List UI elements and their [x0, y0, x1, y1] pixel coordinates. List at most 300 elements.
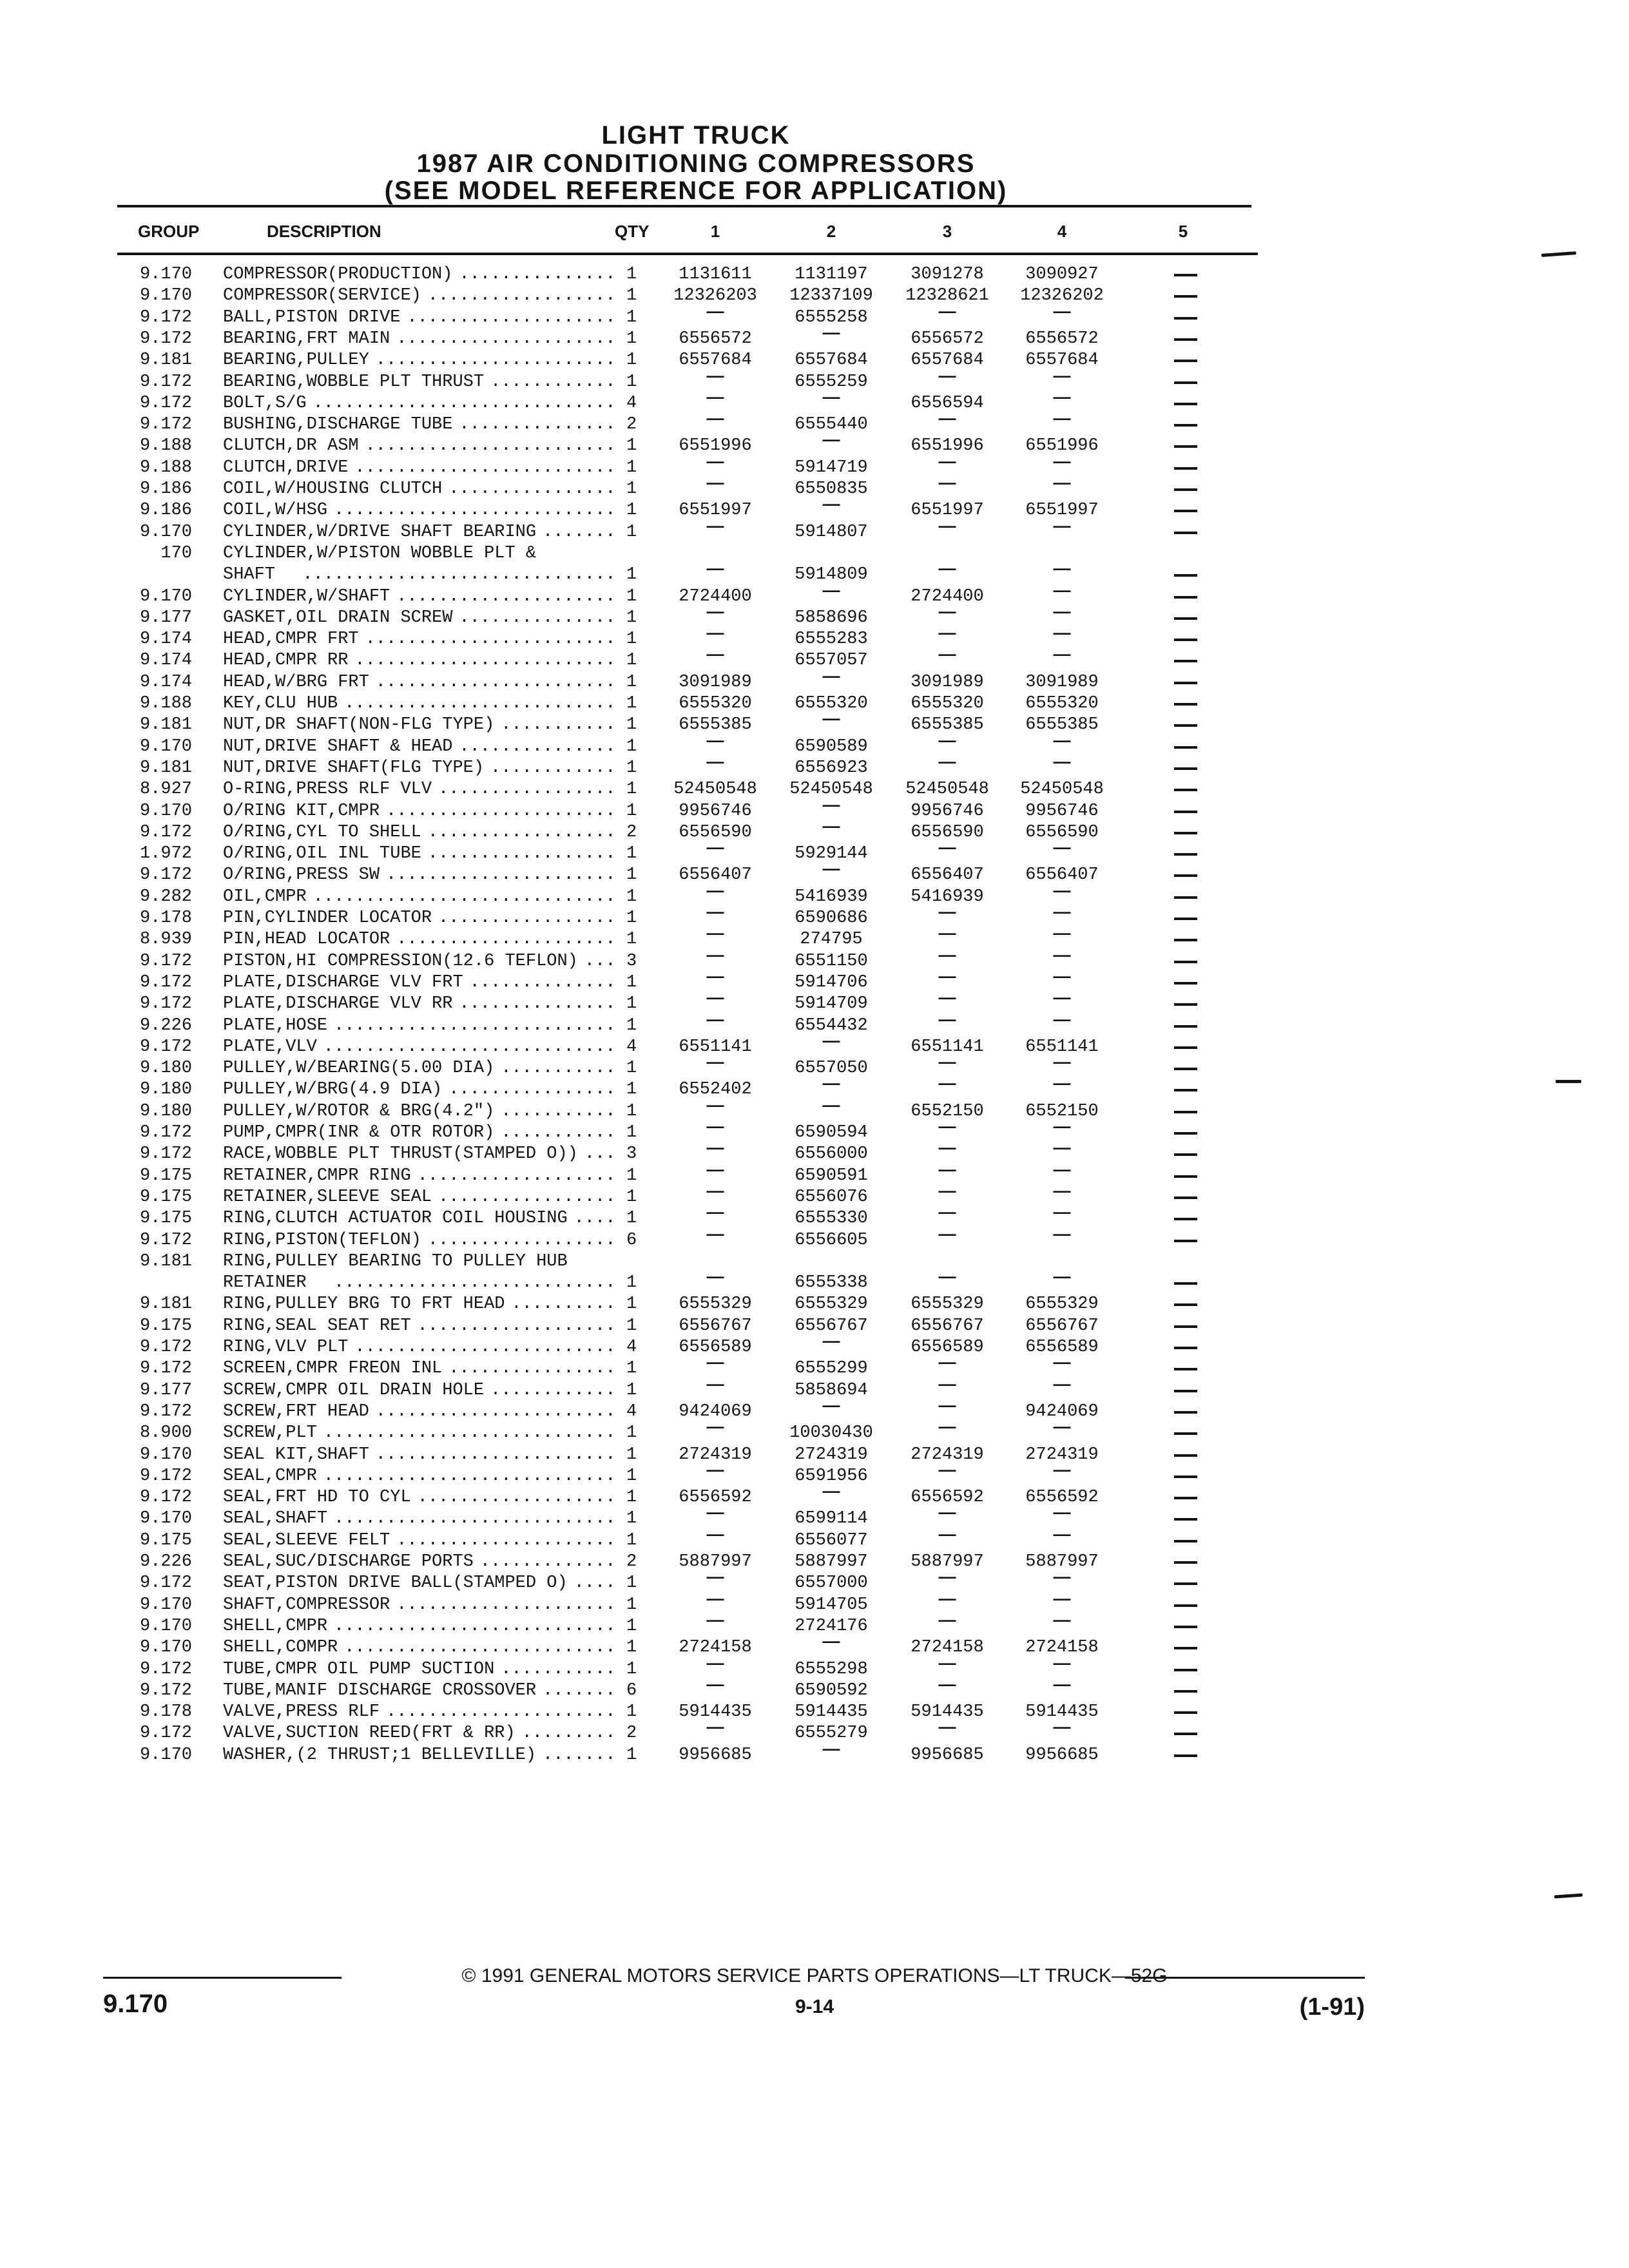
- col5-dash: [1174, 1025, 1197, 1028]
- part-number-col-1: 6551141: [679, 1037, 752, 1057]
- part-number-col-3: —: [938, 1610, 956, 1629]
- row-qty: 1: [626, 801, 637, 821]
- part-number-col-1: 6551997: [679, 501, 752, 521]
- row-qty: 4: [626, 1037, 637, 1057]
- leader-dots: ..........: [511, 1294, 616, 1314]
- part-number-col-4: 6557684: [1025, 351, 1099, 370]
- part-number-col-3: —: [938, 1717, 956, 1737]
- part-number-col-4: 6556589: [1025, 1338, 1099, 1357]
- part-number-col-3: —: [938, 559, 956, 579]
- part-number-col-2: —: [822, 666, 840, 686]
- part-number-col-2: 6550835: [795, 479, 868, 499]
- col5-dash: [1174, 1582, 1197, 1585]
- title-line-1: LIGHT TRUCK: [601, 121, 791, 149]
- col5-dash: [1174, 1626, 1197, 1628]
- leader-dots: .............: [479, 1552, 616, 1571]
- row-description: SHELL,COMPR: [223, 1638, 338, 1658]
- part-number-col-1: —: [706, 1674, 724, 1694]
- leader-dots: .......................: [375, 1401, 616, 1421]
- part-number-col-3: —: [938, 1588, 956, 1608]
- col5-dash: [1174, 274, 1197, 276]
- part-number-col-1: —: [706, 601, 724, 621]
- part-number-col-4: —: [1053, 580, 1071, 600]
- part-number-col-3: 52450548: [905, 780, 989, 800]
- row-group: 9.180: [139, 1080, 192, 1100]
- col5-dash: [1174, 1111, 1197, 1113]
- table-row: [0, 902, 1629, 929]
- part-number-col-2: —: [822, 1331, 840, 1350]
- part-number-col-2: 6590591: [795, 1166, 868, 1186]
- part-number-col-1: —: [706, 1503, 724, 1523]
- part-number-col-2: 6555283: [795, 629, 868, 649]
- leader-dots: ...: [584, 1144, 616, 1164]
- part-number-col-2: 6555259: [795, 372, 868, 392]
- row-description: VALVE,PRESS RLF: [223, 1702, 380, 1722]
- col5-dash: [1174, 1711, 1197, 1714]
- leader-dots: .....................: [396, 329, 616, 349]
- col5-dash: [1174, 639, 1197, 641]
- table-row: [0, 1524, 1629, 1552]
- row-description: SEAL,SHAFT: [223, 1509, 328, 1529]
- col5-dash: [1174, 961, 1197, 963]
- part-number-col-1: 3091989: [679, 672, 752, 692]
- table-row: [0, 794, 1629, 822]
- part-number-col-1: —: [706, 515, 724, 535]
- part-number-col-3: —: [938, 1052, 956, 1072]
- row-group: 8.900: [139, 1423, 192, 1443]
- col5-dash: [1174, 403, 1197, 405]
- part-number-col-1: —: [706, 1417, 724, 1437]
- row-qty: 1: [626, 351, 637, 370]
- part-number-col-1: —: [706, 1138, 724, 1158]
- part-number-col-3: 6556594: [911, 393, 984, 413]
- col5-dash: [1174, 939, 1197, 941]
- leader-dots: ..........................: [344, 1638, 616, 1658]
- table-row: [0, 1503, 1629, 1530]
- table-row: [0, 1138, 1629, 1165]
- part-number-col-1: —: [706, 838, 724, 858]
- row-description: VALVE,SUCTION REED(FRT & RR): [223, 1724, 516, 1744]
- row-qty: 1: [626, 715, 637, 735]
- part-number-col-4: 6552150: [1025, 1101, 1099, 1121]
- col5-dash: [1174, 1368, 1197, 1370]
- part-number-col-3: 12328621: [905, 286, 989, 306]
- row-qty: 1: [626, 1509, 637, 1529]
- row-group: 9.170: [139, 1638, 192, 1658]
- row-qty: 1: [626, 651, 637, 671]
- part-number-col-3: 6556592: [911, 1488, 984, 1508]
- row-group: 9.170: [139, 265, 192, 284]
- row-qty: 1: [626, 522, 637, 542]
- part-number-col-2: —: [822, 1395, 840, 1415]
- part-number-col-1: —: [706, 1374, 724, 1394]
- table-row: [0, 1459, 1629, 1487]
- part-number-col-3: —: [938, 473, 956, 492]
- col-3: 3: [942, 222, 952, 241]
- col5-dash: [1174, 789, 1197, 791]
- row-group: 9.170: [139, 801, 192, 821]
- col5-dash: [1174, 1218, 1197, 1220]
- row-group: 9.177: [139, 608, 192, 628]
- table-row: [0, 1117, 1629, 1144]
- leader-dots: .................: [438, 1187, 616, 1207]
- row-group: 9.170: [139, 1745, 192, 1765]
- part-number-col-2: —: [822, 859, 840, 879]
- part-number-col-1: 2724319: [679, 1445, 752, 1465]
- part-number-col-1: 52450548: [673, 780, 757, 800]
- table-row: [0, 838, 1629, 865]
- part-number-col-3: —: [938, 301, 956, 321]
- row-qty: 2: [626, 822, 637, 842]
- part-number-col-4: —: [1053, 1202, 1071, 1222]
- row-group: 9.174: [139, 672, 192, 692]
- part-number-col-1: —: [706, 1567, 724, 1587]
- part-number-col-4: 6556592: [1025, 1488, 1099, 1508]
- part-number-col-4: —: [1053, 966, 1071, 986]
- table-row: [0, 1481, 1629, 1508]
- part-number-col-1: —: [706, 1202, 724, 1222]
- col5-dash: [1174, 1325, 1197, 1328]
- part-number-col-4: —: [1053, 1610, 1071, 1629]
- col5-dash: [1174, 767, 1197, 770]
- part-number-col-1: —: [706, 1224, 724, 1244]
- row-qty: 1: [626, 1294, 637, 1314]
- row-description: CLUTCH,DRIVE: [223, 457, 349, 477]
- leader-dots: ..................: [427, 822, 616, 842]
- title-line-3: (SEE MODEL REFERENCE FOR APPLICATION): [384, 177, 1008, 205]
- leader-dots: .........................: [354, 651, 616, 671]
- row-qty: 3: [626, 1144, 637, 1164]
- part-number-col-2: 6556767: [795, 1316, 868, 1336]
- part-number-col-2: —: [822, 494, 840, 514]
- row-qty: 1: [626, 1702, 637, 1722]
- row-group: 9.186: [139, 479, 192, 499]
- row-description: GASKET,OIL DRAIN SCREW: [223, 608, 453, 628]
- part-number-col-3: —: [938, 1352, 956, 1372]
- part-number-col-3: —: [938, 1417, 956, 1437]
- row-qty: 1: [626, 930, 637, 950]
- part-number-col-1: —: [706, 473, 724, 492]
- part-number-col-4: —: [1053, 1503, 1071, 1523]
- leader-dots: ...........: [501, 1659, 616, 1679]
- part-number-col-1: —: [706, 902, 724, 921]
- row-qty: 1: [626, 1059, 637, 1079]
- col5-dash: [1174, 1454, 1197, 1457]
- row-description: TUBE,CMPR OIL PUMP SUCTION: [223, 1659, 495, 1679]
- row-group: 9.172: [139, 1401, 192, 1421]
- row-description: RING,PULLEY BRG TO FRT HEAD: [223, 1294, 505, 1314]
- margin-mark: [1541, 251, 1576, 257]
- row-qty: 1: [626, 1466, 637, 1486]
- part-number-col-2: —: [822, 1481, 840, 1501]
- col5-dash: [1174, 896, 1197, 899]
- part-number-col-1: 2724400: [679, 586, 752, 606]
- footer-copyright: © 1991 GENERAL MOTORS SERVICE PARTS OPERATIONS—LT TRUCK—52G: [461, 1965, 1168, 1986]
- leader-dots: ...............: [459, 994, 616, 1014]
- table-row: [0, 693, 1629, 715]
- row-qty: 1: [626, 265, 637, 284]
- row-group: 9.181: [139, 715, 192, 735]
- row-group: 9.172: [139, 972, 192, 992]
- leader-dots: ...............: [459, 608, 616, 628]
- table-row: [0, 1202, 1629, 1229]
- leader-dots: .....................: [396, 930, 616, 950]
- row-description: CYLINDER,W/SHAFT: [223, 586, 390, 606]
- part-number-col-4: 2724158: [1025, 1638, 1099, 1658]
- col5-dash: [1174, 1003, 1197, 1006]
- leader-dots: ...........: [501, 715, 616, 735]
- part-number-col-2: 6555279: [795, 1724, 868, 1744]
- part-number-col-2: 6556076: [795, 1187, 868, 1207]
- part-number-col-4: 6556407: [1025, 865, 1099, 885]
- part-number-col-3: 6556407: [911, 865, 984, 885]
- part-number-col-4: 6551996: [1025, 436, 1099, 456]
- part-number-col-3: 6557684: [911, 351, 984, 370]
- part-number-col-2: 2724176: [795, 1616, 868, 1636]
- part-number-col-4: —: [1053, 644, 1071, 664]
- part-number-col-2: 6555330: [795, 1209, 868, 1229]
- part-number-col-4: —: [1053, 1717, 1071, 1737]
- part-number-col-1: —: [706, 301, 724, 321]
- col5-dash: [1174, 1754, 1197, 1757]
- row-description: RING,SEAL SEAT RET: [223, 1316, 411, 1336]
- row-description: RING,CLUTCH ACTUATOR COIL HOUSING: [223, 1209, 568, 1229]
- part-number-col-2: 6555338: [795, 1273, 868, 1293]
- row-group: 9.181: [139, 1294, 192, 1314]
- col5-dash: [1174, 1046, 1197, 1049]
- row-qty: 3: [626, 951, 637, 971]
- table-row: [0, 408, 1629, 436]
- table-row: [0, 543, 1629, 564]
- row-group: 9.172: [139, 865, 192, 885]
- row-qty: 1: [626, 1101, 637, 1121]
- row-qty: 4: [626, 1338, 637, 1357]
- part-number-col-4: 6551997: [1025, 501, 1099, 521]
- part-number-col-3: 6551997: [911, 501, 984, 521]
- part-number-col-4: —: [1053, 1224, 1071, 1244]
- row-group: 9.178: [139, 908, 192, 928]
- row-description: O/RING,OIL INL TUBE: [223, 844, 421, 864]
- part-number-col-1: —: [706, 1524, 724, 1544]
- part-number-col-2: 5914709: [795, 994, 868, 1014]
- row-group: 9.172: [139, 1230, 192, 1250]
- part-number-col-1: 9956746: [679, 801, 752, 821]
- col5-dash: [1174, 1733, 1197, 1735]
- table-row: [0, 1552, 1629, 1573]
- part-number-col-1: 1131611: [679, 265, 752, 284]
- part-number-col-3: —: [938, 1224, 956, 1244]
- leader-dots: .......: [543, 522, 616, 542]
- part-number-col-4: —: [1053, 601, 1071, 621]
- col5-dash: [1174, 424, 1197, 427]
- row-group: 9.172: [139, 1680, 192, 1700]
- part-number-col-1: —: [706, 365, 724, 385]
- row-group: 9.226: [139, 1015, 192, 1035]
- col5-dash: [1174, 1604, 1197, 1607]
- part-number-col-1: 6556592: [679, 1488, 752, 1508]
- part-number-col-3: —: [938, 1117, 956, 1136]
- row-group: 9.178: [139, 1702, 192, 1722]
- row-description: SEAL,FRT HD TO CYL: [223, 1488, 411, 1508]
- row-description: RING,PULLEY BEARING TO PULLEY HUB: [223, 1251, 568, 1271]
- table-row: [0, 966, 1629, 994]
- part-number-col-3: —: [938, 1524, 956, 1544]
- leader-dots: ....: [574, 1573, 616, 1593]
- row-group: 1.972: [139, 844, 192, 864]
- part-number-col-4: —: [1053, 1674, 1071, 1694]
- part-number-col-2: —: [822, 816, 840, 836]
- leader-dots: ..................: [427, 1230, 616, 1250]
- part-number-col-1: 6556407: [679, 865, 752, 885]
- part-number-col-2: 5858696: [795, 608, 868, 628]
- row-qty: 1: [626, 608, 637, 628]
- part-number-col-3: 6556767: [911, 1316, 984, 1336]
- part-number-col-2: 6556077: [795, 1530, 868, 1550]
- part-number-col-4: —: [1053, 473, 1071, 492]
- part-number-col-4: —: [1053, 1009, 1071, 1029]
- row-description: RING,VLV PLT: [223, 1338, 349, 1357]
- row-group: 9.172: [139, 1338, 192, 1357]
- table-row: [0, 580, 1629, 608]
- part-number-col-3: 2724400: [911, 586, 984, 606]
- leader-dots: ...............: [459, 415, 616, 435]
- table-row: [0, 923, 1629, 950]
- part-number-col-4: 3090927: [1025, 265, 1099, 284]
- row-description: SEAL,SUC/DISCHARGE PORTS: [223, 1552, 474, 1571]
- row-description: CYLINDER,W/DRIVE SHAFT BEARING: [223, 522, 537, 542]
- table-row: [0, 1052, 1629, 1079]
- col-qty: QTY: [615, 222, 650, 241]
- col5-dash: [1174, 1411, 1197, 1414]
- part-number-col-3: —: [938, 1180, 956, 1200]
- row-description: CYLINDER,W/PISTON WOBBLE PLT &: [223, 543, 537, 563]
- row-group: 9.282: [139, 887, 192, 907]
- part-number-col-2: 5914706: [795, 972, 868, 992]
- leader-dots: ...........................: [334, 1616, 616, 1636]
- part-number-col-1: —: [706, 451, 724, 471]
- part-number-col-3: —: [938, 1567, 956, 1587]
- col5-dash: [1174, 1068, 1197, 1070]
- part-number-col-1: —: [706, 1352, 724, 1372]
- row-qty: 2: [626, 1724, 637, 1744]
- part-number-col-2: 5914719: [795, 457, 868, 477]
- part-number-col-1: —: [706, 880, 724, 900]
- col5-dash: [1174, 982, 1197, 985]
- part-number-col-4: —: [1053, 1524, 1071, 1544]
- row-description: O/RING KIT,CMPR: [223, 801, 380, 821]
- row-qty: 1: [626, 586, 637, 606]
- part-number-col-1: —: [706, 1159, 724, 1179]
- row-description: NUT,DR SHAFT(NON-FLG TYPE): [223, 715, 495, 735]
- part-number-col-1: —: [706, 945, 724, 965]
- part-number-col-2: —: [822, 387, 840, 407]
- part-number-col-1: 6555385: [679, 715, 752, 735]
- leader-dots: ...........................: [334, 1509, 616, 1529]
- table-row: [0, 559, 1629, 586]
- part-number-col-2: 6556605: [795, 1230, 868, 1250]
- part-number-col-4: —: [1053, 1052, 1071, 1072]
- part-number-col-1: —: [706, 1717, 724, 1737]
- part-number-col-3: —: [938, 945, 956, 965]
- leader-dots: ...............: [459, 736, 616, 756]
- row-qty: 1: [626, 457, 637, 477]
- part-number-col-3: —: [938, 838, 956, 858]
- table-row: [0, 1738, 1629, 1766]
- row-qty: 1: [626, 972, 637, 992]
- col5-dash: [1174, 596, 1197, 599]
- part-number-col-4: 6555385: [1025, 715, 1099, 735]
- part-number-col-4: —: [1053, 838, 1071, 858]
- col5-dash: [1174, 1475, 1197, 1478]
- part-number-col-3: 9956685: [911, 1745, 984, 1765]
- part-number-col-3: —: [938, 1267, 956, 1287]
- part-number-col-2: 6591956: [795, 1466, 868, 1486]
- row-group: 9.181: [139, 351, 192, 370]
- row-description: SEAL,SLEEVE FELT: [223, 1530, 390, 1550]
- row-qty: 1: [626, 780, 637, 800]
- leader-dots: ................: [448, 1359, 616, 1379]
- row-group: 9.180: [139, 1101, 192, 1121]
- table-row: [0, 264, 1629, 285]
- part-number-col-1: 12326203: [673, 286, 757, 306]
- part-number-col-1: —: [706, 1267, 724, 1287]
- part-number-col-1: 9956685: [679, 1745, 752, 1765]
- part-number-col-2: 6555320: [795, 694, 868, 713]
- table-row: [0, 1251, 1629, 1273]
- row-group: 9.172: [139, 307, 192, 327]
- table-row: [0, 1180, 1629, 1208]
- table-row: [0, 1267, 1629, 1294]
- part-number-col-4: —: [1053, 1459, 1071, 1479]
- leader-dots: ............: [490, 1380, 616, 1400]
- table-row: [0, 988, 1629, 1015]
- row-qty: 1: [626, 286, 637, 306]
- part-number-col-2: 6555329: [795, 1294, 868, 1314]
- col5-dash: [1174, 1153, 1197, 1156]
- row-description: COIL,W/HSG: [223, 501, 328, 521]
- part-number-col-4: —: [1053, 408, 1071, 428]
- row-description: BOLT,S/G: [223, 393, 307, 413]
- table-row: [0, 451, 1629, 479]
- leader-dots: ...........................: [334, 501, 616, 521]
- leader-dots: ............................: [323, 1423, 616, 1443]
- row-qty: 1: [626, 1015, 637, 1035]
- table-row: [0, 1702, 1629, 1723]
- col5-dash: [1174, 532, 1197, 534]
- row-group: 9.172: [139, 1659, 192, 1679]
- part-number-col-1: 2724158: [679, 1638, 752, 1658]
- col5-dash: [1174, 1561, 1197, 1564]
- leader-dots: .......: [543, 1680, 616, 1700]
- part-number-col-1: —: [706, 408, 724, 428]
- row-description: WASHER,(2 THRUST;1 BELLEVILLE): [223, 1745, 537, 1765]
- part-number-col-1: 5887997: [679, 1552, 752, 1571]
- col5-dash: [1174, 1132, 1197, 1135]
- row-group: 9.175: [139, 1530, 192, 1550]
- col5-dash: [1174, 703, 1197, 706]
- part-number-col-1: —: [706, 1052, 724, 1072]
- part-number-col-4: —: [1053, 623, 1071, 643]
- leader-dots: .............................: [313, 887, 616, 907]
- table-row: [0, 1610, 1629, 1637]
- row-qty: 1: [626, 1659, 637, 1679]
- row-description: PIN,CYLINDER LOCATOR: [223, 908, 432, 928]
- table-row: [0, 1331, 1629, 1358]
- col5-dash: [1174, 1497, 1197, 1499]
- row-group: 9.170: [139, 736, 192, 756]
- row-qty: 1: [626, 329, 637, 349]
- row-group: 9.172: [139, 1123, 192, 1142]
